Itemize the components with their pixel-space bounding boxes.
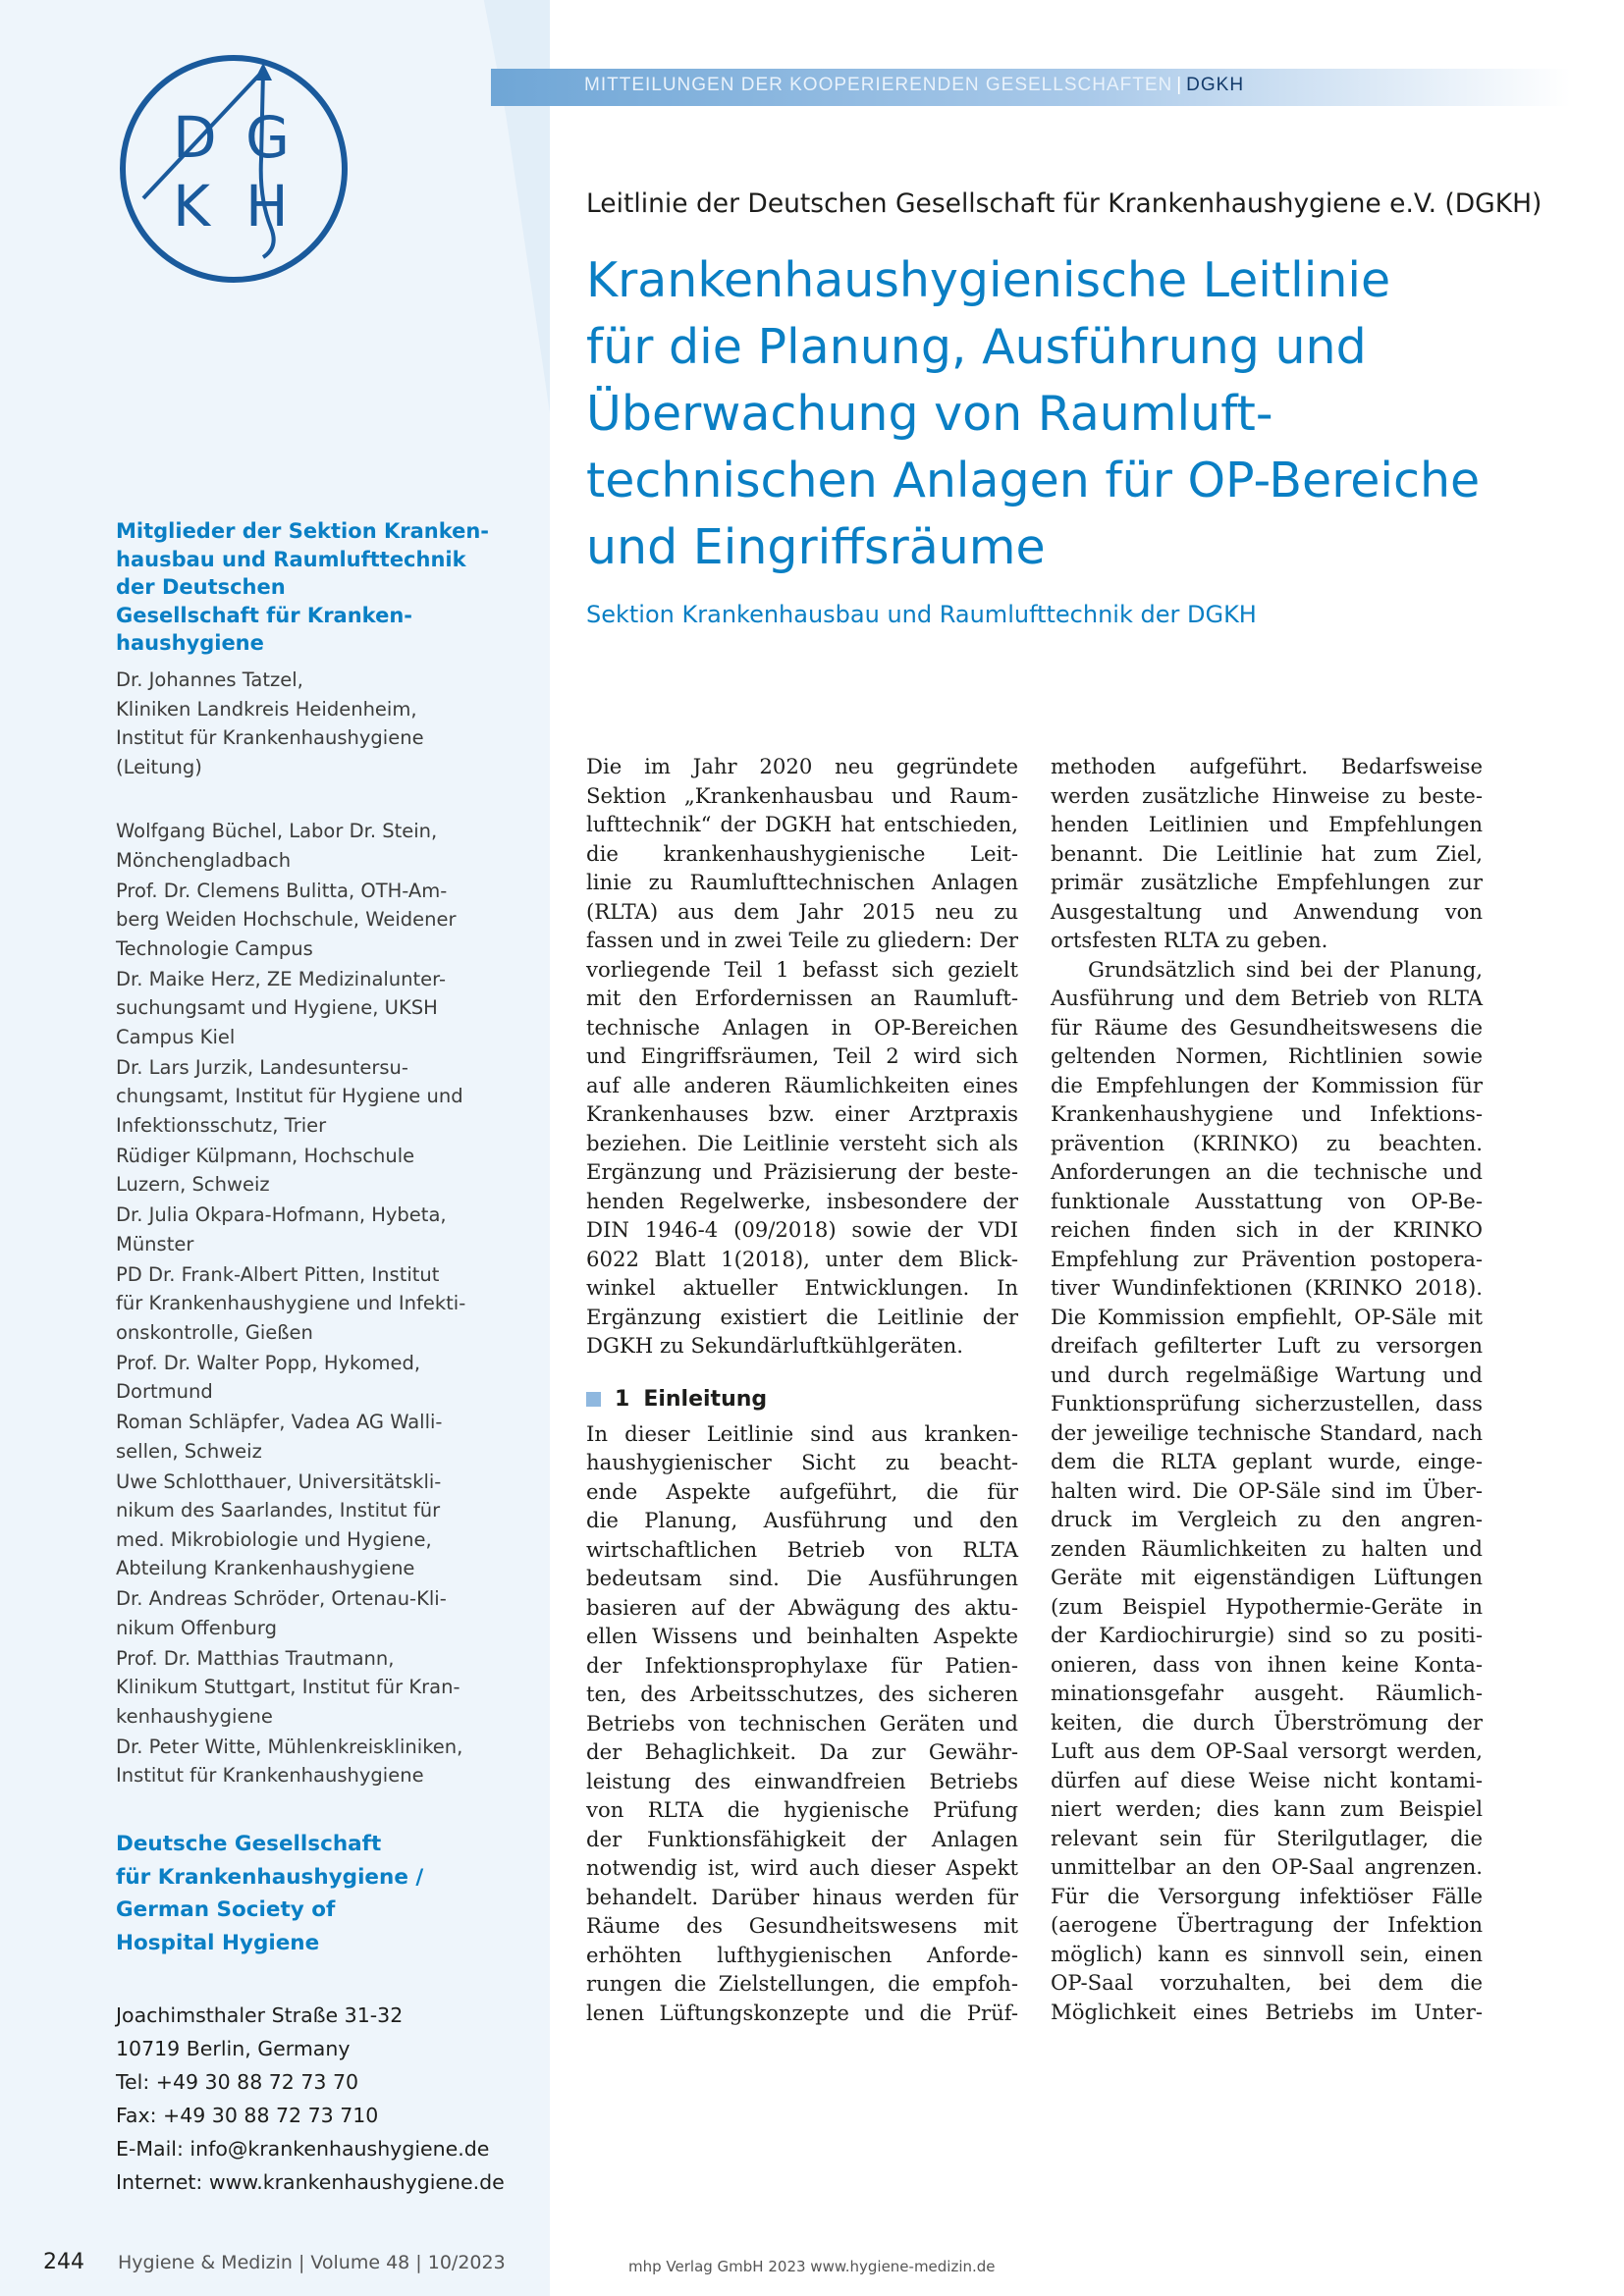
text-line: Ergänzung existiert die Leitlinie der [586,1304,1018,1329]
section-title: Einleitung [643,1386,768,1412]
text-line: (RLTA) aus dem Jahr 2015 neu zu [586,898,1018,924]
text-line: der jeweilige technische Standard, nach [1051,1419,1483,1445]
address-line: Tel: +49 30 88 72 73 70 [116,2070,359,2094]
email-link[interactable]: E-Mail: info@krankenhaushygiene.de [116,2137,490,2161]
section-paragraph [586,1419,1018,2028]
member-line: Luzern, Schweiz [116,1173,270,1196]
member-line: nikum Offenburg [116,1616,277,1639]
member-line: suchungsamt und Hygiene, UKSH [116,996,438,1019]
heading-line: Gesellschaft für Kranken- [116,603,412,627]
member-line: nikum des Saarlandes, Institut für [116,1499,441,1522]
address-line[interactable] [116,2165,509,2199]
text-line: möglich) kann es sinnvoll sein, einen [1051,1941,1483,1966]
logo-letter-d: D [173,104,217,171]
member-entry [116,1260,509,1348]
page-number: 244 [43,2250,84,2274]
text-line: funktionale Ausstattung von OP-Be- [1051,1188,1483,1213]
text-line: Empfehlung zur Prävention postopera- [1051,1246,1483,1271]
text-line: zenden Räumlichkeiten zu halten und [1051,1535,1483,1561]
article-title [586,247,1578,581]
text-line: Räume des Gesundheitswesens mit [586,1913,1018,1938]
member-entry [116,817,509,875]
body-column-1 [586,752,1018,2027]
heading-line: Deutsche Gesellschaft [116,1832,382,1856]
section-heading [586,1384,1018,1415]
member-line: Dr. Andreas Schröder, Ortenau-Kli- [116,1587,447,1610]
heading-line: haushygiene [116,631,264,655]
society-heading [116,1828,509,1959]
member-entry [116,1468,509,1583]
member-entry [116,877,509,964]
text-line: Krankenhauses bzw. einer Arztpraxis [586,1101,1018,1126]
section-marker [586,1392,601,1407]
text-line: mit den Erfordernissen an Raumluft- [586,986,1018,1010]
text-line: primär zusätzliche Empfehlungen zur [1051,870,1483,894]
member-entry [116,1053,509,1141]
text-line: linie zu Raumlufttechnischen Anlagen [586,870,1018,894]
body-column-2 [1051,752,1483,2026]
text-line: onieren, dass von ihnen keine Konta- [1051,1651,1483,1677]
text-line: DIN 1946-4 (09/2018) sowie der VDI [586,1217,1018,1242]
text-line: ende Aspekte aufgeführt, die für [586,1478,1018,1504]
text-line: notwendig ist, wird auch dieser Aspekt [586,1855,1018,1880]
member-line: Institut für Krankenhaushygiene [116,726,424,749]
heading-line: German Society of [116,1897,336,1922]
text-line: basieren auf der Abwägung des aktu- [586,1594,1018,1620]
text-line: und Eingriffsräumen, Teil 2 wird sich [586,1043,1018,1068]
member-list [116,817,509,1791]
member-entry [116,1733,509,1790]
dgkh-logo [116,51,352,287]
society-address [116,1999,509,2199]
member-line: Dr. Lars Jurzik, Landesuntersu- [116,1055,408,1079]
text-line: bedeutsam sind. Die Ausführungen [586,1566,1018,1590]
logo-letter-g: G [245,104,290,171]
member-line: Kliniken Landkreis Heidenheim, [116,697,417,721]
article-subtitle: Sektion Krankenhausbau und Raumlufttechnik der DGKH [586,601,1257,628]
member-line: für Krankenhaushygiene und Infekti- [116,1292,466,1314]
heading-line: der Deutschen [116,575,286,599]
text-line: Sektion „Krankenhausbau und Raum- [586,782,1018,808]
text-line: die krankenhaushygienische Leit- [586,840,1018,866]
text-line: (zum Beispiel Hypothermie-Geräte in [1051,1593,1483,1619]
text-line: halten wird. Die OP-Säle sind im Über- [1051,1477,1483,1503]
text-line: und durch regelmäßige Wartung und [1051,1362,1483,1387]
text-line: haushygienischer Sicht zu beacht- [586,1450,1018,1474]
text-line: benannt. Die Leitlinie hat zum Ziel, [1051,840,1483,866]
heading-line: Mitglieder der Sektion Kranken- [116,519,490,543]
member-line: Abteilung Krankenhaushygiene [116,1557,415,1579]
text-line: der Behaglichkeit. Da zur Gewähr- [586,1739,1018,1764]
header-section: MITTEILUNGEN DER KOOPERIERENDEN GESELLSCHAFTEN [584,75,1173,95]
member-line: Münster [116,1232,194,1255]
text-line: tiver Wundinfektionen (KRINKO 2018). [1051,1275,1483,1300]
member-line: Dr. Julia Okpara-Hofmann, Hybeta, [116,1203,447,1226]
member-line: onskontrolle, Gießen [116,1320,313,1344]
member-line: chungsamt, Institut für Hygiene und [116,1085,463,1107]
text-line: leistung des einwandfreien Betriebs [586,1768,1018,1793]
text-line: rungen die Zielstellungen, die empfoh- [586,1971,1018,1996]
address-line[interactable] [116,2132,509,2165]
text-line: ortsfesten RLTA zu geben. [1051,928,1328,952]
body-paragraph [1051,955,1483,2027]
member-line: Wolfgang Büchel, Labor Dr. Stein, [116,820,438,842]
text-line: methoden aufgeführt. Bedarfsweise [1051,754,1483,778]
member-line: Campus Kiel [116,1025,236,1048]
text-line: dem die RLTA geplant wurde, einge- [1051,1449,1483,1473]
lead-member [116,666,509,781]
text-line: Grundsätzlich sind bei der Planung, [1088,956,1483,982]
section-number: 1 [615,1386,630,1412]
text-line: die Planung, Ausführung und den [586,1508,1018,1532]
text-line: erhöhten lufthygienischen Anforde- [586,1942,1018,1967]
header-section-label [584,75,1244,96]
text-line: werden zusätzliche Hinweise zu beste- [1051,782,1483,808]
member-line: Technologie Campus [116,936,313,960]
member-entry [116,1349,509,1407]
website-link[interactable]: Internet: www.krankenhaushygiene.de [116,2170,505,2194]
header-separator: | [1176,75,1183,95]
member-line: Dr. Johannes Tatzel, [116,668,303,691]
heading-line: hausbau und Raumlufttechnik [116,547,466,571]
text-line: Die Kommission empfiehlt, OP-Säle mit [1051,1304,1483,1329]
text-line: technische Anlagen in OP-Bereichen [586,1014,1018,1040]
member-line: Uwe Schlotthauer, Universitätskli- [116,1469,442,1493]
text-line: dürfen auf diese Weise nicht kontami- [1051,1767,1483,1792]
text-line: der Infektionsprophylaxe für Patien- [586,1652,1018,1678]
member-line: Prof. Dr. Walter Popp, Hykomed, [116,1351,421,1374]
journal-info: Hygiene & Medizin | Volume 48 | 10/2023 [118,2252,506,2273]
member-line: PD Dr. Frank-Albert Pitten, Institut [116,1262,440,1286]
member-entry [116,1644,509,1732]
text-line: 6022 Blatt 1(2018), unter dem Blick- [586,1246,1018,1271]
member-line: Dortmund [116,1380,213,1403]
text-line: niert werden; dies kann zum Beispiel [1051,1796,1483,1821]
text-line: vorliegende Teil 1 befasst sich gezielt [586,956,1018,982]
members-heading [116,517,509,658]
text-line: dreifach gefilterter Luft zu versorgen [1051,1333,1483,1358]
member-line: Klinikum Stuttgart, Institut für Kran- [116,1676,460,1698]
member-line: Rüdiger Külpmann, Hochschule [116,1144,415,1167]
text-line: Anforderungen an die technische und [1051,1159,1483,1184]
text-line: In dieser Leitlinie sind aus kranken- [586,1420,1018,1446]
text-line: von RLTA die hygienische Prüfung [586,1797,1018,1822]
logo-letter-h: H [245,173,289,240]
member-line: Prof. Dr. Matthias Trautmann, [116,1646,395,1670]
text-line: minationsgefahr ausgeht. Räumlich- [1051,1681,1483,1705]
text-line: henden Leitlinien und Empfehlungen [1051,812,1483,836]
text-line: Ausgestaltung und Anwendung von [1051,898,1483,924]
text-line: (aerogene Übertragung der Infektion [1051,1912,1483,1937]
text-line: Die im Jahr 2020 neu gegründete [586,754,1018,778]
logo-letter-k: K [173,173,211,240]
member-entry [116,1408,509,1466]
text-line: der Funktionsfähigkeit der Anlagen [586,1826,1018,1851]
text-line: Krankenhaushygiene und Infektions- [1051,1101,1483,1126]
text-line: der Kardiochirurgie) sind so zu positi- [1051,1623,1483,1647]
text-line: prävention (KRINKO) zu beachten. [1051,1130,1483,1155]
article-supertitle: Leitlinie der Deutschen Gesellschaft für Krankenhaushygiene e.V. (DGKH) [586,188,1543,219]
text-line: beziehen. Die Leitlinie versteht sich als [586,1130,1018,1155]
intro-paragraph [586,752,1018,1361]
text-line: lenen Lüftungskonzepte und die Prüf- [586,2000,1018,2025]
text-line: Für die Versorgung infektiöser Fälle [1051,1883,1483,1908]
member-entry [116,1584,509,1642]
text-line: reichen finden sich in der KRINKO [1051,1217,1483,1242]
title-line: Überwachung von Raumluft- [586,386,1273,442]
member-line: (Leitung) [116,755,202,778]
text-line: druck im Vergleich zu den angren- [1051,1507,1483,1531]
text-line: fassen und in zwei Teile zu gliedern: Der [586,928,1018,952]
member-entry [116,965,509,1052]
title-line: technischen Anlagen für OP-Bereiche [586,453,1481,508]
text-line: ellen Wissens und beinhalten Aspekte [586,1624,1018,1648]
member-entry [116,1142,509,1200]
heading-line: Hospital Hygiene [116,1930,320,1955]
text-line: OP-Saal vorzuhalten, bei dem die [1051,1970,1483,1995]
member-line: Dr. Maike Herz, ZE Medizinalunter- [116,967,446,990]
text-line: auf alle anderen Räumlichkeiten eines [586,1072,1018,1097]
text-line: Ausführung und dem Betrieb von RLTA [1051,986,1483,1010]
member-line: Institut für Krankenhaushygiene [116,1764,424,1787]
member-line: Mönchengladbach [116,848,292,872]
text-line: henden Regelwerke, insbesondere der [586,1188,1018,1213]
title-line: für die Planung, Ausführung und [586,319,1367,375]
text-line: wirtschaftlichen Betrieb von RLTA [586,1536,1018,1562]
member-line: Infektionsschutz, Trier [116,1113,327,1137]
text-line: die Empfehlungen der Kommission für [1051,1072,1483,1097]
publisher-info: mhp Verlag GmbH 2023 www.hygiene-medizin.de [628,2258,996,2275]
text-line: unmittelbar an den OP-Saal angrenzen. [1051,1854,1483,1879]
title-line: und Eingriffsräume [586,519,1046,575]
text-line: keiten, die durch Überströmung der [1051,1709,1483,1735]
text-line: Ergänzung und Präzisierung der beste- [586,1159,1018,1184]
member-line: berg Weiden Hochschule, Weidener [116,908,457,931]
text-line: ten, des Arbeitsschutzes, des sicheren [586,1682,1018,1706]
address-line: Joachimsthaler Straße 31-32 [116,2003,404,2027]
header-org: DGKH [1186,75,1245,95]
text-line: DGKH zu Sekundärluftkühlgeräten. [586,1333,963,1358]
text-line: Betriebs von technischen Geräten und [586,1710,1018,1735]
member-line: sellen, Schweiz [116,1439,262,1463]
text-line: Funktionsprüfung sicherzustellen, dass [1051,1391,1483,1415]
text-line: Luft aus dem OP-Saal versorgt werden, [1051,1738,1483,1763]
text-line: Geräte mit eigenständigen Lüftungen [1051,1565,1483,1589]
text-line: relevant sein für Sterilgutlager, die [1051,1825,1483,1850]
title-line: Krankenhaushygienische Leitlinie [586,252,1391,308]
text-line: lufttechnik“ der DGKH hat entschieden, [586,812,1018,836]
member-line: Roman Schläpfer, Vadea AG Walli- [116,1411,443,1433]
text-line: winkel aktueller Entwicklungen. In [586,1275,1018,1300]
address-line: 10719 Berlin, Germany [116,2037,351,2060]
text-line: für Räume des Gesundheitswesens die [1051,1014,1483,1040]
heading-line: für Krankenhaushygiene / [116,1864,424,1890]
text-line: Möglichkeit eines Betriebs im Unter- [1051,1999,1483,2024]
address-line: Fax: +49 30 88 72 73 710 [116,2104,379,2127]
text-line: behandelt. Darüber hinaus werden für [586,1884,1018,1909]
member-line: Dr. Peter Witte, Mühlenkreiskliniken, [116,1735,463,1758]
member-line: med. Mikrobiologie und Hygiene, [116,1527,432,1551]
member-line: kenhaushygiene [116,1704,273,1728]
text-line: geltenden Normen, Richtlinien sowie [1051,1043,1483,1068]
member-entry [116,1201,509,1258]
body-paragraph [1051,752,1483,955]
member-line: Prof. Dr. Clemens Bulitta, OTH-Am- [116,879,448,902]
